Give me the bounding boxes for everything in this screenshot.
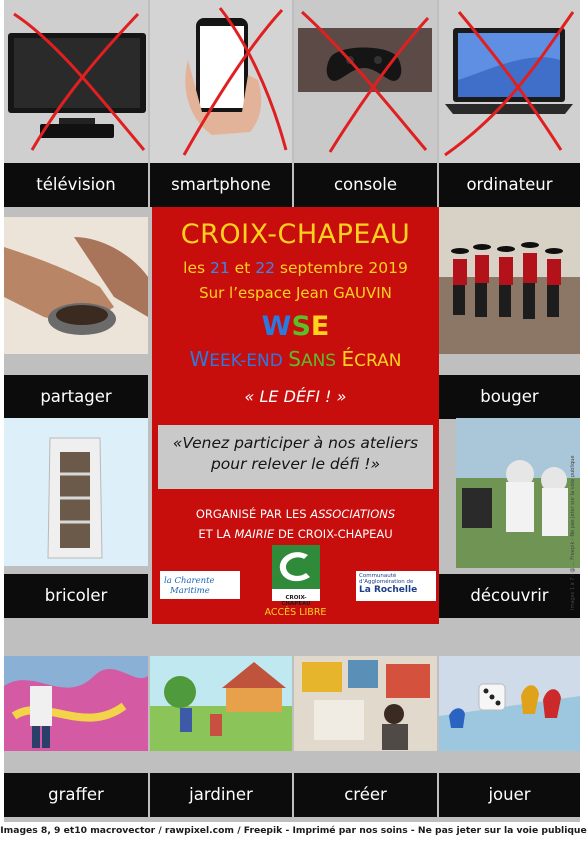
label-console: console — [294, 163, 437, 207]
label-graffiti: graffer — [4, 773, 148, 817]
croix-chapeau-logo-text: CROIX-CHAPEAU — [281, 595, 311, 607]
dates-suffix: septembre 2019 — [274, 259, 408, 277]
invite-line1: «Venez participer à nos ateliers — [172, 434, 419, 452]
organizer-line1-a: ORGANISÉ PAR LES — [195, 507, 311, 521]
label-discover: découvrir — [439, 574, 580, 618]
label-diy: bricoler — [4, 574, 148, 618]
sharing-image — [4, 217, 148, 354]
fullname-eek: EEK-END — [209, 351, 289, 371]
discover-image — [456, 418, 580, 568]
date-day2: 22 — [255, 259, 275, 277]
fullname-ans: ANS — [300, 351, 342, 371]
event-panel — [152, 207, 439, 624]
gardening-image — [150, 656, 292, 751]
event-acronym — [152, 311, 439, 342]
gamepad-icon — [294, 0, 437, 163]
organizer-line2 — [152, 527, 439, 541]
date-day1: 21 — [210, 259, 230, 277]
fullname-e: É — [341, 347, 355, 371]
dates-prefix: les — [183, 259, 211, 277]
label-gardening: jardiner — [150, 773, 292, 817]
charente-maritime-logo — [160, 571, 240, 599]
computer-image — [439, 0, 580, 163]
smartphone-image — [150, 0, 292, 163]
event-challenge: « LE DÉFI ! » — [244, 387, 347, 406]
graffiti-image — [4, 656, 148, 751]
console-image — [294, 0, 437, 163]
label-creating: créer — [294, 773, 437, 817]
label-playing: jouer — [439, 773, 580, 817]
organizer-line1-b: ASSOCIATIONS — [310, 507, 396, 521]
invite-box — [158, 425, 433, 489]
charente-logo-line1: la Charente — [164, 576, 215, 586]
agglo-logo-line3: La Rochelle — [359, 585, 418, 595]
graffiti-illustration — [4, 656, 148, 751]
event-title: CROIX-CHAPEAU — [180, 219, 411, 250]
fullname-w: W — [189, 347, 210, 371]
diy-image — [4, 418, 148, 566]
label-moving: bouger — [439, 375, 580, 419]
free-access: ACCÈS LIBRE — [264, 607, 327, 618]
boardgame-illustration — [439, 656, 580, 751]
television-image — [4, 0, 148, 163]
sharing-illustration — [4, 217, 148, 354]
event-fullname — [152, 347, 439, 371]
organizer-line2-b: MAIRIE — [234, 527, 275, 541]
tv-icon — [4, 0, 148, 163]
agglo-logo-line1: Communauté — [359, 573, 397, 579]
playing-image — [439, 656, 580, 751]
fullname-s: S — [288, 347, 301, 371]
label-computer: ordinateur — [439, 163, 580, 207]
dancing-image — [439, 207, 580, 354]
event-venue: Sur l’espace Jean GAUVIN — [199, 284, 392, 302]
footer-credits: Images 8, 9 et10 macrovector / rawpixel.com / Freepik - Imprimé par nos soins - Ne pas jeter sur la voie publique — [0, 825, 587, 836]
laptop-icon — [439, 0, 580, 163]
side-credit-text: Images 1 à 7 : @ ... Freepik - Ne pas jeter sur la voie publique — [570, 455, 576, 610]
creating-image — [294, 656, 437, 751]
organizer-line2-a: ET LA — [198, 527, 235, 541]
label-sharing: partager — [4, 375, 148, 419]
agglo-la-rochelle-logo — [356, 571, 436, 601]
event-dates — [152, 259, 439, 277]
fullname-cran: CRAN — [354, 351, 402, 371]
smartphone-icon — [150, 0, 292, 163]
invite-line2: pour relever le défi !» — [210, 455, 381, 473]
label-smartphone: smartphone — [150, 163, 292, 207]
organizer-line2-c: DE CROIX-CHAPEAU — [274, 527, 393, 541]
garden-illustration — [150, 656, 292, 751]
dates-mid: et — [229, 259, 256, 277]
acronym-w: W — [261, 311, 292, 342]
acronym-s: S — [291, 311, 311, 342]
acronym-e: E — [310, 311, 330, 342]
painting-illustration — [294, 656, 437, 751]
organizer-line1 — [152, 507, 439, 521]
label-television: télévision — [4, 163, 148, 207]
agglo-logo-line2: d’Agglomération de — [359, 579, 414, 585]
beekeeping-illustration — [456, 418, 580, 568]
croix-chapeau-logo — [272, 545, 320, 607]
dancing-illustration — [439, 207, 580, 354]
charente-logo-line2: Maritime — [170, 586, 210, 596]
croix-chapeau-emblem — [272, 545, 320, 589]
poster — [4, 0, 580, 822]
bookcase-illustration — [4, 418, 148, 566]
